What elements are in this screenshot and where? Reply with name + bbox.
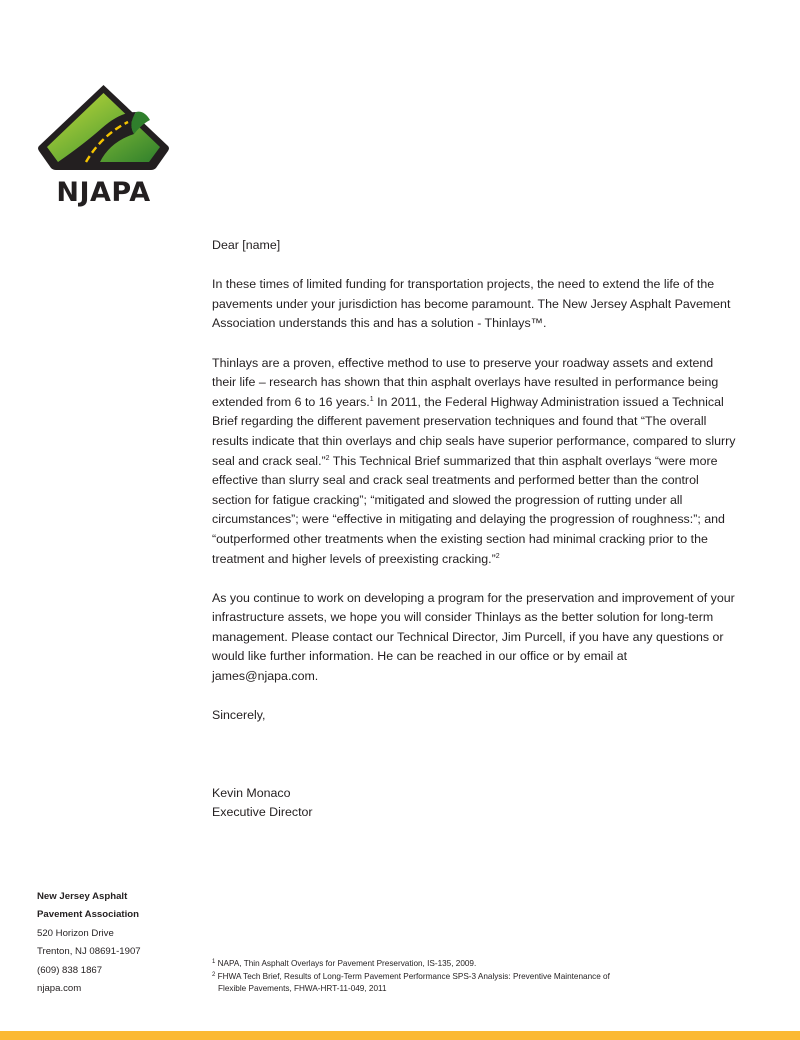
website-link[interactable]: njapa.com xyxy=(37,983,82,995)
signer-name: Kevin Monaco xyxy=(212,785,291,800)
footnote-ref-1: 1 xyxy=(369,395,374,403)
signer-title: Executive Director xyxy=(212,805,313,820)
footnote-2-continued: Flexible Pavements, FHWA-HRT-11-049, 2011 xyxy=(218,984,387,994)
address-line: New Jersey Asphalt xyxy=(37,891,128,902)
paragraph-research-part-b: In 2011, the Federal Highway Administration issued a Technical Brief regarding the different pavement preservation techniques and found that “The overall results indicate that thin overlays and chip seals have superior performance, compared to slurry seal and crack seal.” xyxy=(212,394,736,468)
logo-wordmark: NJAPA xyxy=(56,177,151,208)
paragraph-research-part-a: Thinlays are a proven, effective method to use to preserve your roadway assets and extend their life – research has shown that thin asphalt overlays have resulted in performance being extended from 6 to 16 years. xyxy=(212,355,719,409)
footnote-ref-2: 2 xyxy=(325,454,330,462)
paragraph-research xyxy=(212,354,736,570)
letter-body xyxy=(212,236,736,823)
phone-number: (609) 838 1867 xyxy=(37,964,103,976)
footer-accent-bar xyxy=(0,1031,800,1040)
njapa-logo-icon xyxy=(36,82,171,172)
footnote-ref-2b: 2 xyxy=(495,552,500,560)
address-line: Pavement Association xyxy=(37,909,140,921)
footnote-2: $^2$ FHWA Tech Brief, Results of Long-Term Pavement Performance SPS-3 Analysis: Preventive Maintenance of xyxy=(212,971,610,981)
footnote-1: $^1$ NAPA, Thin Asphalt Overlays for Pavement Preservation, IS-135, 2009. xyxy=(212,959,477,968)
paragraph-intro: In these times of limited funding for transportation projects, the need to extend the life of the pavements under your jurisdiction has become paramount. The New Jersey Asphalt Pavement Association understands this and has a solution - Thinlays™. xyxy=(212,277,731,331)
paragraph-research-part-c: This Technical Brief summarized that thin asphalt overlays “were more effective than slurry seal and crack seal treatments and performed better than the control section for fatigue cracking”; “mitigated and slowed the progression of rutting under all circumstances”; were “effective in mitigating and delaying the progression of roughness:”; and “outperformed other treatments when the existing section had minimal cracking prior to the treatment and higher levels of preexisting cracking.” xyxy=(212,453,725,566)
salutation: Dear [name] xyxy=(212,238,281,252)
return-address xyxy=(37,888,197,998)
footnotes xyxy=(212,958,682,996)
address-line: 520 Horizon Drive xyxy=(37,927,114,939)
closing: Sincerely, xyxy=(212,708,266,723)
address-line: Trenton, NJ 08691-1907 xyxy=(37,946,141,958)
paragraph-contact: As you continue to work on developing a program for the preservation and improvement of your infrastructure assets, we hope you will consider Thinlays as the better solution for long-term management. Please contact our Technical Director, Jim Purcell, if you have any questions or would like further information. He can be reached in our office or by email at james@njapa.com. xyxy=(212,590,735,684)
